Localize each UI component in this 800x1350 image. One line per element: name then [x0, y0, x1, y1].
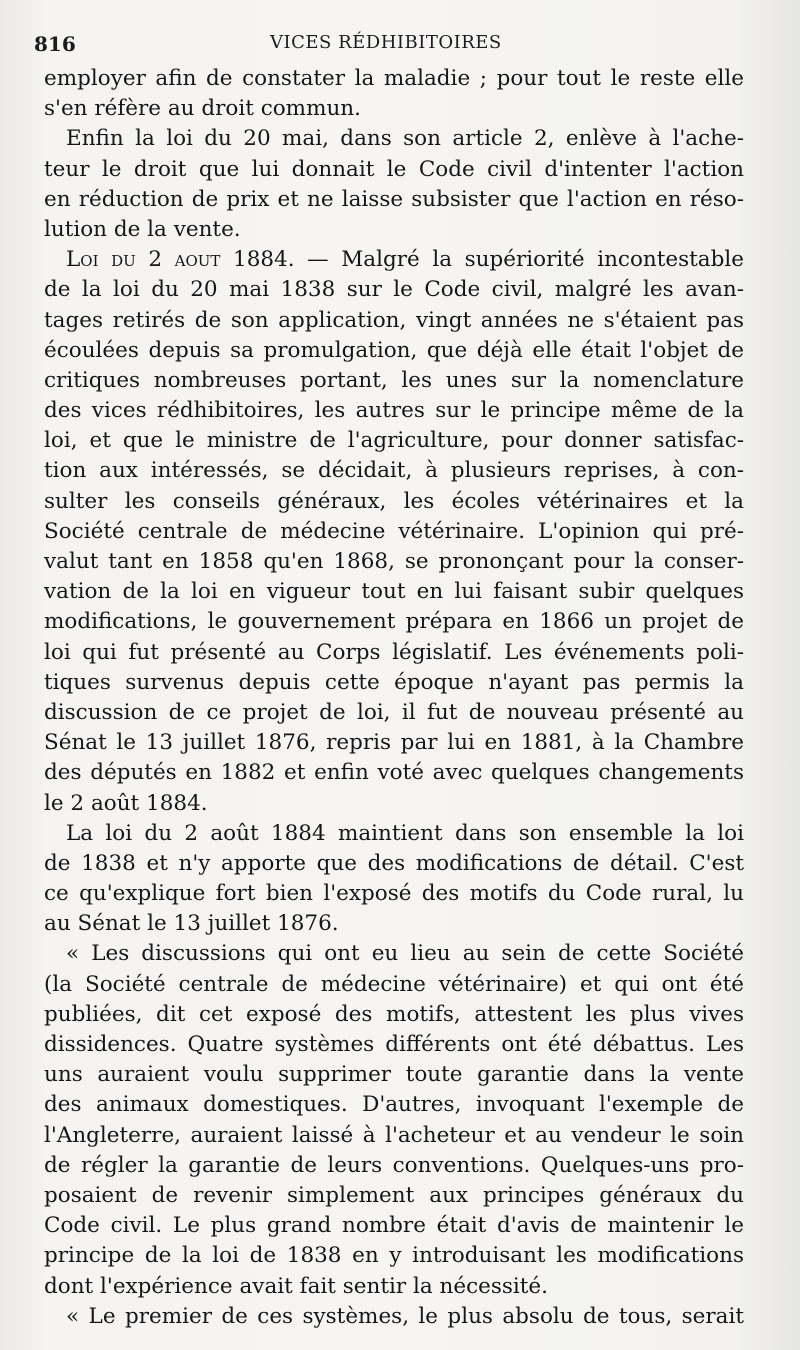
line-text: des animaux domestiques. D'autres, invoquant l'exemple de [44, 1092, 744, 1118]
text-line [44, 909, 744, 939]
text-line [44, 396, 744, 426]
text-line [44, 124, 744, 154]
text-line [44, 1121, 744, 1151]
line-text: uns auraient voulu supprimer toute garantie dans la vente [44, 1062, 744, 1088]
text-line [44, 939, 744, 969]
text-line [44, 517, 744, 547]
line-text: Enfin la loi du 20 mai, dans son article 2, enlève à l'ache- [66, 126, 744, 152]
line-text: lution de la vente. [44, 216, 241, 242]
text-line [44, 64, 744, 94]
line-text: modifications, le gouvernement prépara en 1866 un projet de [44, 609, 744, 635]
line-text: tiques survenus depuis cette époque n'ayant pas permis la [44, 669, 744, 695]
line-text: valut tant en 1858 qu'en 1868, se prononçant pour la conser- [44, 549, 744, 574]
text-line [44, 758, 744, 788]
line-text: ce qu'explique fort bien l'exposé des motifs du Code rural, lu [44, 881, 744, 907]
line-text: posaient de revenir simplement aux principes généraux du [44, 1182, 744, 1208]
text-line [44, 366, 744, 396]
text-line [44, 849, 744, 879]
line-text: employer afin de constater la maladie ; pour tout le reste elle [44, 66, 744, 91]
line-text: au Sénat le 13 juillet 1876. [44, 911, 339, 937]
text-line [44, 185, 744, 215]
text-line [44, 879, 744, 909]
text-line [44, 970, 744, 1000]
line-text: écoulées depuis sa promulgation, que déjà elle était l'objet de [44, 337, 744, 363]
line-text: tages retirés de son application, vingt années ne s'étaient pas [44, 307, 744, 333]
line-text: de 1838 et n'y apporte que des modifications de détail. C'est [44, 850, 744, 876]
line-text: sulter les conseils généraux, les écoles vétérinaires et la [44, 488, 744, 514]
line-text: en réduction de prix et ne laisse subsister que l'action en réso- [44, 186, 744, 212]
line-text: Société centrale de médecine vétérinaire. L'opinion qui pré- [44, 518, 744, 544]
text-line [44, 1181, 744, 1211]
line-text: de régler la garantie de leurs conventions. Quelques-uns pro- [44, 1152, 744, 1178]
text-line [44, 638, 744, 668]
page-header [34, 32, 734, 56]
line-text: principe de la loi de 1838 en y introduisant les modifications [44, 1243, 744, 1269]
text-line [44, 155, 744, 185]
running-head: VICES RÉDHIBITOIRES [270, 32, 502, 53]
text-line [44, 789, 744, 819]
line-text: critiques nombreuses portant, les unes sur la nomenclature [44, 367, 744, 393]
line-text: 1884. — Malgré la supériorité incontestable [220, 247, 744, 273]
line-text: « Les discussions qui ont eu lieu au sein de cette Société [66, 941, 744, 967]
text-line [44, 1241, 744, 1271]
text-line [44, 1302, 744, 1332]
line-text: loi, et que le ministre de l'agriculture, pour donner satisfac- [44, 428, 744, 454]
text-line [44, 547, 744, 577]
line-text: s'en réfère au droit commun. [44, 96, 361, 122]
text-line [44, 1211, 744, 1241]
text-line [44, 607, 744, 637]
text-line [44, 306, 744, 336]
line-text: teur le droit que lui donnait le Code civil d'intenter l'action [44, 156, 744, 182]
line-text: de la loi du 20 mai 1838 sur le Code civil, malgré les avan- [44, 277, 744, 303]
line-text: discussion de ce projet de loi, il fut de nouveau présenté au [44, 699, 744, 725]
text-line [44, 487, 744, 517]
line-text: (la Société centrale de médecine vétérinaire) et qui ont été [44, 971, 744, 997]
text-line [44, 426, 744, 456]
line-text: des députés en 1882 et enfin voté avec quelques changements [44, 760, 744, 786]
text-line [44, 1060, 744, 1090]
line-text: tion aux intéressés, se décidait, à plusieurs reprises, à con- [44, 458, 744, 484]
text-line [44, 668, 744, 698]
text-line [44, 1272, 744, 1302]
line-text: Sénat le 13 juillet 1876, repris par lui en 1881, à la Chambre [44, 730, 744, 756]
line-text: l'Angleterre, auraient laissé à l'acheteur et au vendeur le soin [44, 1122, 744, 1148]
text-line [44, 728, 744, 758]
line-text: vation de la loi en vigueur tout en lui faisant subir quelques [44, 579, 744, 605]
line-text: Code civil. Le plus grand nombre était d'avis de maintenir le [44, 1213, 744, 1239]
line-text: le 2 août 1884. [44, 790, 208, 816]
section-heading: Loi du 2 aout [66, 247, 221, 273]
line-text: loi qui fut présenté au Corps législatif. Les événements poli- [44, 639, 744, 665]
text-line [44, 577, 744, 607]
line-text: publiées, dit cet exposé des motifs, attestent les plus vives [44, 1001, 744, 1027]
text-line [44, 698, 744, 728]
text-line [44, 215, 744, 245]
text-line [44, 1000, 744, 1030]
text-line [44, 275, 744, 305]
text-line [44, 94, 744, 124]
line-text: dissidences. Quatre systèmes différents ont été débattus. Les [44, 1032, 744, 1057]
text-line [44, 336, 744, 366]
line-text: dont l'expérience avait fait sentir la nécessité. [44, 1273, 548, 1299]
text-line [44, 1090, 744, 1120]
body-text [44, 64, 744, 1332]
text-line [44, 819, 744, 849]
text-line [44, 1151, 744, 1181]
text-line [44, 1030, 744, 1060]
text-line [44, 245, 744, 275]
line-text: La loi du 2 août 1884 maintient dans son ensemble la loi [66, 820, 744, 846]
line-text: des vices rédhibitoires, les autres sur le principe même de la [44, 398, 744, 424]
page-number: 816 [34, 32, 76, 56]
text-line [44, 456, 744, 486]
line-text: « Le premier de ces systèmes, le plus absolu de tous, serait [66, 1303, 744, 1329]
